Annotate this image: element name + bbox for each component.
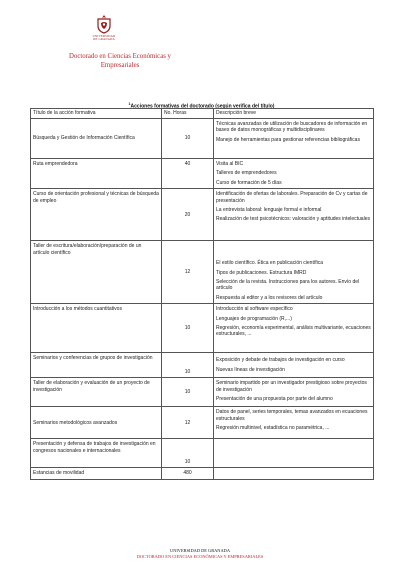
description-item: Curso de formación de 5 días xyxy=(216,179,282,186)
table-row xyxy=(31,159,374,189)
table-row xyxy=(31,304,374,353)
description-item: Identificación de ofertas de laborales. Preparación de Cv y cartas de presentación xyxy=(216,191,368,204)
logo-wordmark: UNIVERSIDAD DE GRANADA xyxy=(92,34,116,42)
description-item: Visita al BIC xyxy=(216,161,244,167)
action-description xyxy=(214,378,374,407)
table-row xyxy=(31,189,374,241)
action-title: Seminarios y conferencias de grupos de investigación xyxy=(31,353,162,378)
action-title: Taller de escritura/elaboración/preparación de un artículo científico xyxy=(31,241,162,304)
action-hours: 10 xyxy=(162,439,214,468)
page-footer xyxy=(0,548,400,559)
action-title: Búsqueda y Gestión de Información Científica xyxy=(31,119,162,159)
description-item: Introducción al software específico xyxy=(216,306,293,313)
table-row xyxy=(31,439,374,468)
table-row xyxy=(31,119,374,159)
header-description-column: Descripción breve xyxy=(214,109,374,119)
header-title-column: Título de la acción formativa xyxy=(31,109,162,119)
description-item: Exposición y debate de trabajos de investigación en curso xyxy=(216,357,345,364)
description-item: Datos de panel, series temporales, temas avanzados en ecuaciones estructurales xyxy=(216,409,368,422)
description-item: La entrevista laboral: lenguaje formal e informal xyxy=(216,207,322,214)
description-item: El estilo científico. Ética en publicación científica xyxy=(216,260,323,267)
description-item: Regresión, economía experimental, análisis multivariante, ecuaciones estructurales, ... xyxy=(216,325,371,338)
description-item: Técnicas avanzadas de utilización de buscadores de información en bases de datos monográficas y multidisciplinares xyxy=(216,121,368,134)
action-hours: 480 xyxy=(162,468,214,479)
action-title: Taller de elaboración y evaluación de un proyecto de investigación xyxy=(31,378,162,407)
program-title-line-2: Empresariales xyxy=(100,62,140,69)
table-row xyxy=(31,468,374,479)
description-item: Selección de la revista. Instrucciones para los autores. Envío del artículo xyxy=(216,279,360,292)
action-hours: 10 xyxy=(162,119,214,159)
footer-university: UNIVERSIDAD DE GRANADA xyxy=(169,548,230,553)
table-row xyxy=(31,407,374,439)
description-item: Tipos de publicaciones. Estructura IMRD xyxy=(216,269,307,276)
description-item: Realización de test psicotécnicos: valoración y aptitudes intelectuales xyxy=(216,216,370,223)
footer-program: DOCTORADO EN CIENCIAS ECONÓMICAS Y EMPRESARIALES xyxy=(136,553,264,559)
description-item: Regresión multinivel, estadística no paramétrica, ... xyxy=(216,425,330,432)
caption-text: Acciones formativas del doctorado (según verifica del título) xyxy=(130,103,275,110)
action-description xyxy=(214,407,374,439)
crest-icon xyxy=(95,14,113,34)
action-hours: 20 xyxy=(162,189,214,241)
action-description xyxy=(214,119,374,159)
description-item: Manejo de herramientas para gestionar referencias bibliográficas xyxy=(216,136,360,143)
action-description xyxy=(214,159,374,189)
table-row xyxy=(31,378,374,407)
action-title: Introducción a los métodos cuantitativos xyxy=(31,304,162,353)
action-description xyxy=(214,189,374,241)
action-description xyxy=(214,468,374,479)
action-hours: 10 xyxy=(162,353,214,378)
action-description xyxy=(214,304,374,353)
description-item: Talleres de emprendedores xyxy=(216,170,277,177)
caption-footnote-marker: 1 xyxy=(128,102,131,106)
table-row xyxy=(31,353,374,378)
description-item: Nuevas líneas de investigación xyxy=(216,366,285,373)
action-title: Curso de orientación profesional y técnicas de búsqueda de empleo xyxy=(31,189,162,241)
description-item: Lenguajes de programación (R,...) xyxy=(216,315,292,322)
action-hours: 10 xyxy=(162,378,214,407)
program-title-line-1: Doctorado en Ciencias Económicas y xyxy=(69,53,171,60)
action-hours: 40 xyxy=(162,159,214,189)
action-description xyxy=(214,241,374,304)
action-hours: 12 xyxy=(162,241,214,304)
action-hours: 12 xyxy=(162,407,214,439)
action-title: Presentación y defensa de trabajos de investigación en congresos nacionales e internacionales xyxy=(31,439,162,468)
action-description xyxy=(214,353,374,378)
action-title: Ruta emprendedora xyxy=(31,159,162,189)
table-header-row xyxy=(31,109,374,119)
header-hours-column: No. Horas xyxy=(162,109,214,119)
action-title: Estancias de movilidad xyxy=(31,468,162,479)
action-title: Seminarios metodológicos avanzados xyxy=(31,407,162,439)
description-item: Respuesta al editor y a los revisores del artículo xyxy=(216,294,323,301)
description-item: Seminario impartido por un investigador prestigioso sobre proyectos de investigación xyxy=(216,380,367,393)
university-logo xyxy=(72,14,136,48)
description-item: Presentación de una propuesta por parte del alumno xyxy=(216,396,333,403)
table-row xyxy=(31,241,374,304)
program-title xyxy=(40,52,200,70)
training-actions-table xyxy=(30,108,374,480)
action-description xyxy=(214,439,374,468)
action-hours: 10 xyxy=(162,304,214,353)
